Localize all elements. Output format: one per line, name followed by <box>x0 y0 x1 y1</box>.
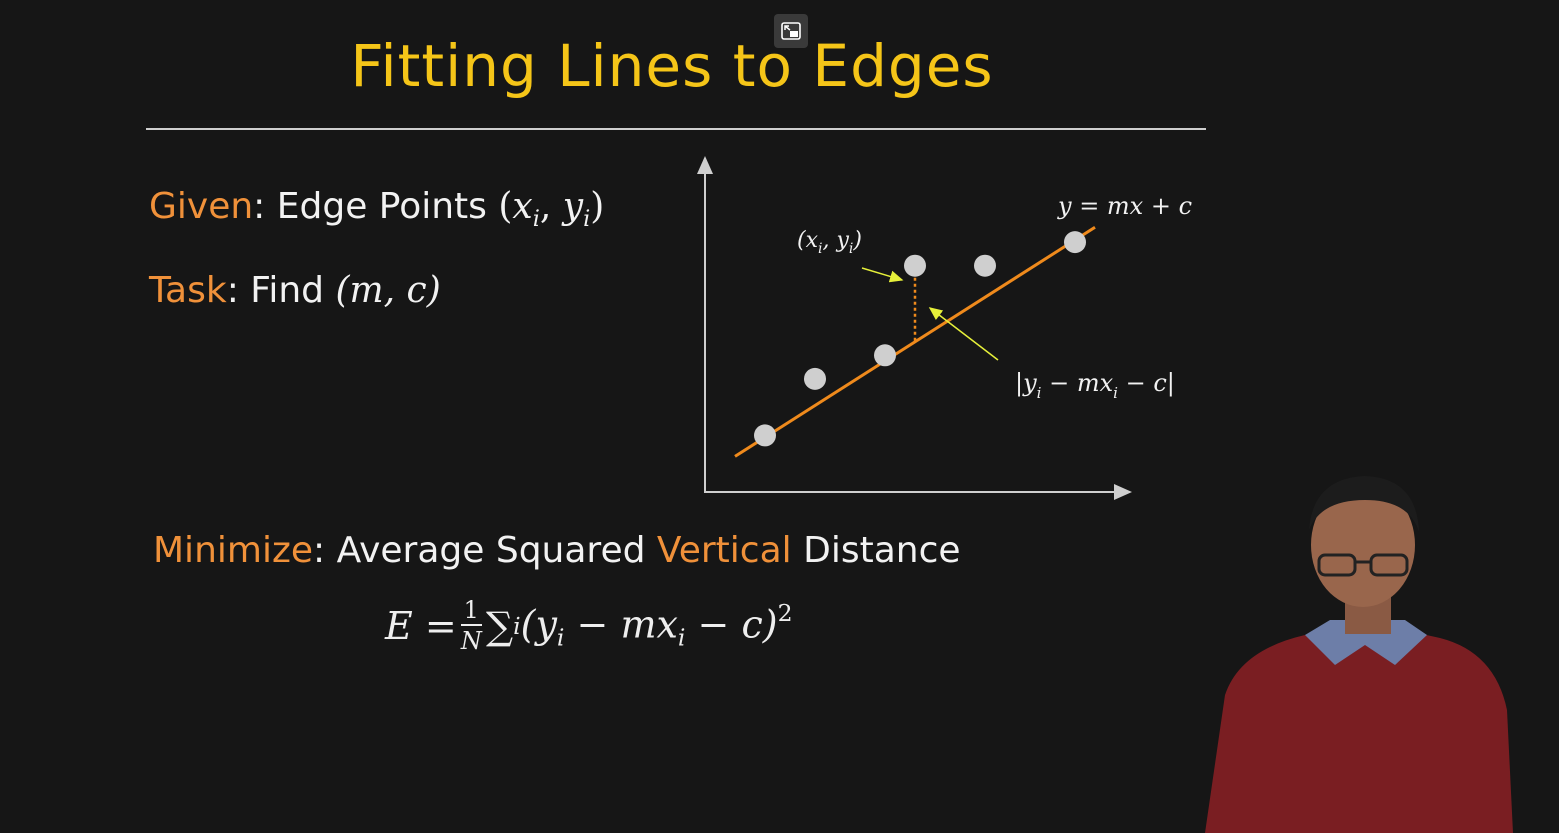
given-label: Given <box>149 186 254 227</box>
formula-fraction: $\frac{1}{N}$ <box>460 596 482 655</box>
formula-body: $(y_i - mx_i - c)^2$ <box>520 599 793 652</box>
given-math: ($x_i$, $y_i$) <box>498 186 605 232</box>
minimize-highlight: Vertical <box>656 530 792 571</box>
formula-lhs: E = <box>385 603 457 648</box>
point-label-arrow <box>862 268 902 280</box>
line-fit-diagram <box>690 150 1230 510</box>
given-text: : Edge Points <box>253 186 499 227</box>
data-point-3 <box>874 344 896 366</box>
error-formula: E = $\frac{1}{N}$ ∑ i $(y_i - mx_i - c)^2$ <box>385 596 793 655</box>
task-math: (m, c) <box>335 270 441 311</box>
task-text: : Find <box>226 270 336 311</box>
data-point-5 <box>974 255 996 277</box>
minimize-text-1: : Average Squared <box>313 530 657 571</box>
data-point-2 <box>804 368 826 390</box>
title-divider <box>146 128 1206 130</box>
minimize-label: Minimize <box>153 530 313 571</box>
minimize-line <box>153 530 961 571</box>
point-label: ($x_i$, $y_i$) <box>797 228 862 257</box>
slide-title: Fitting Lines to Edges <box>350 32 994 100</box>
given-line <box>149 186 604 232</box>
presenter-sweater <box>1205 628 1513 833</box>
data-point-1 <box>754 424 776 446</box>
task-label: Task <box>149 270 227 311</box>
distance-label-arrow <box>930 308 998 360</box>
minimize-text-2: Distance <box>791 530 961 571</box>
formula-sum: ∑ <box>485 603 514 648</box>
task-line <box>149 270 441 311</box>
distance-label: $|y_i - mx_i - c|$ <box>1015 369 1175 402</box>
presenter-video <box>1195 470 1535 833</box>
data-point-6 <box>1064 231 1086 253</box>
line-equation-label: y = mx + c <box>1058 192 1193 220</box>
data-point-4 <box>904 255 926 277</box>
